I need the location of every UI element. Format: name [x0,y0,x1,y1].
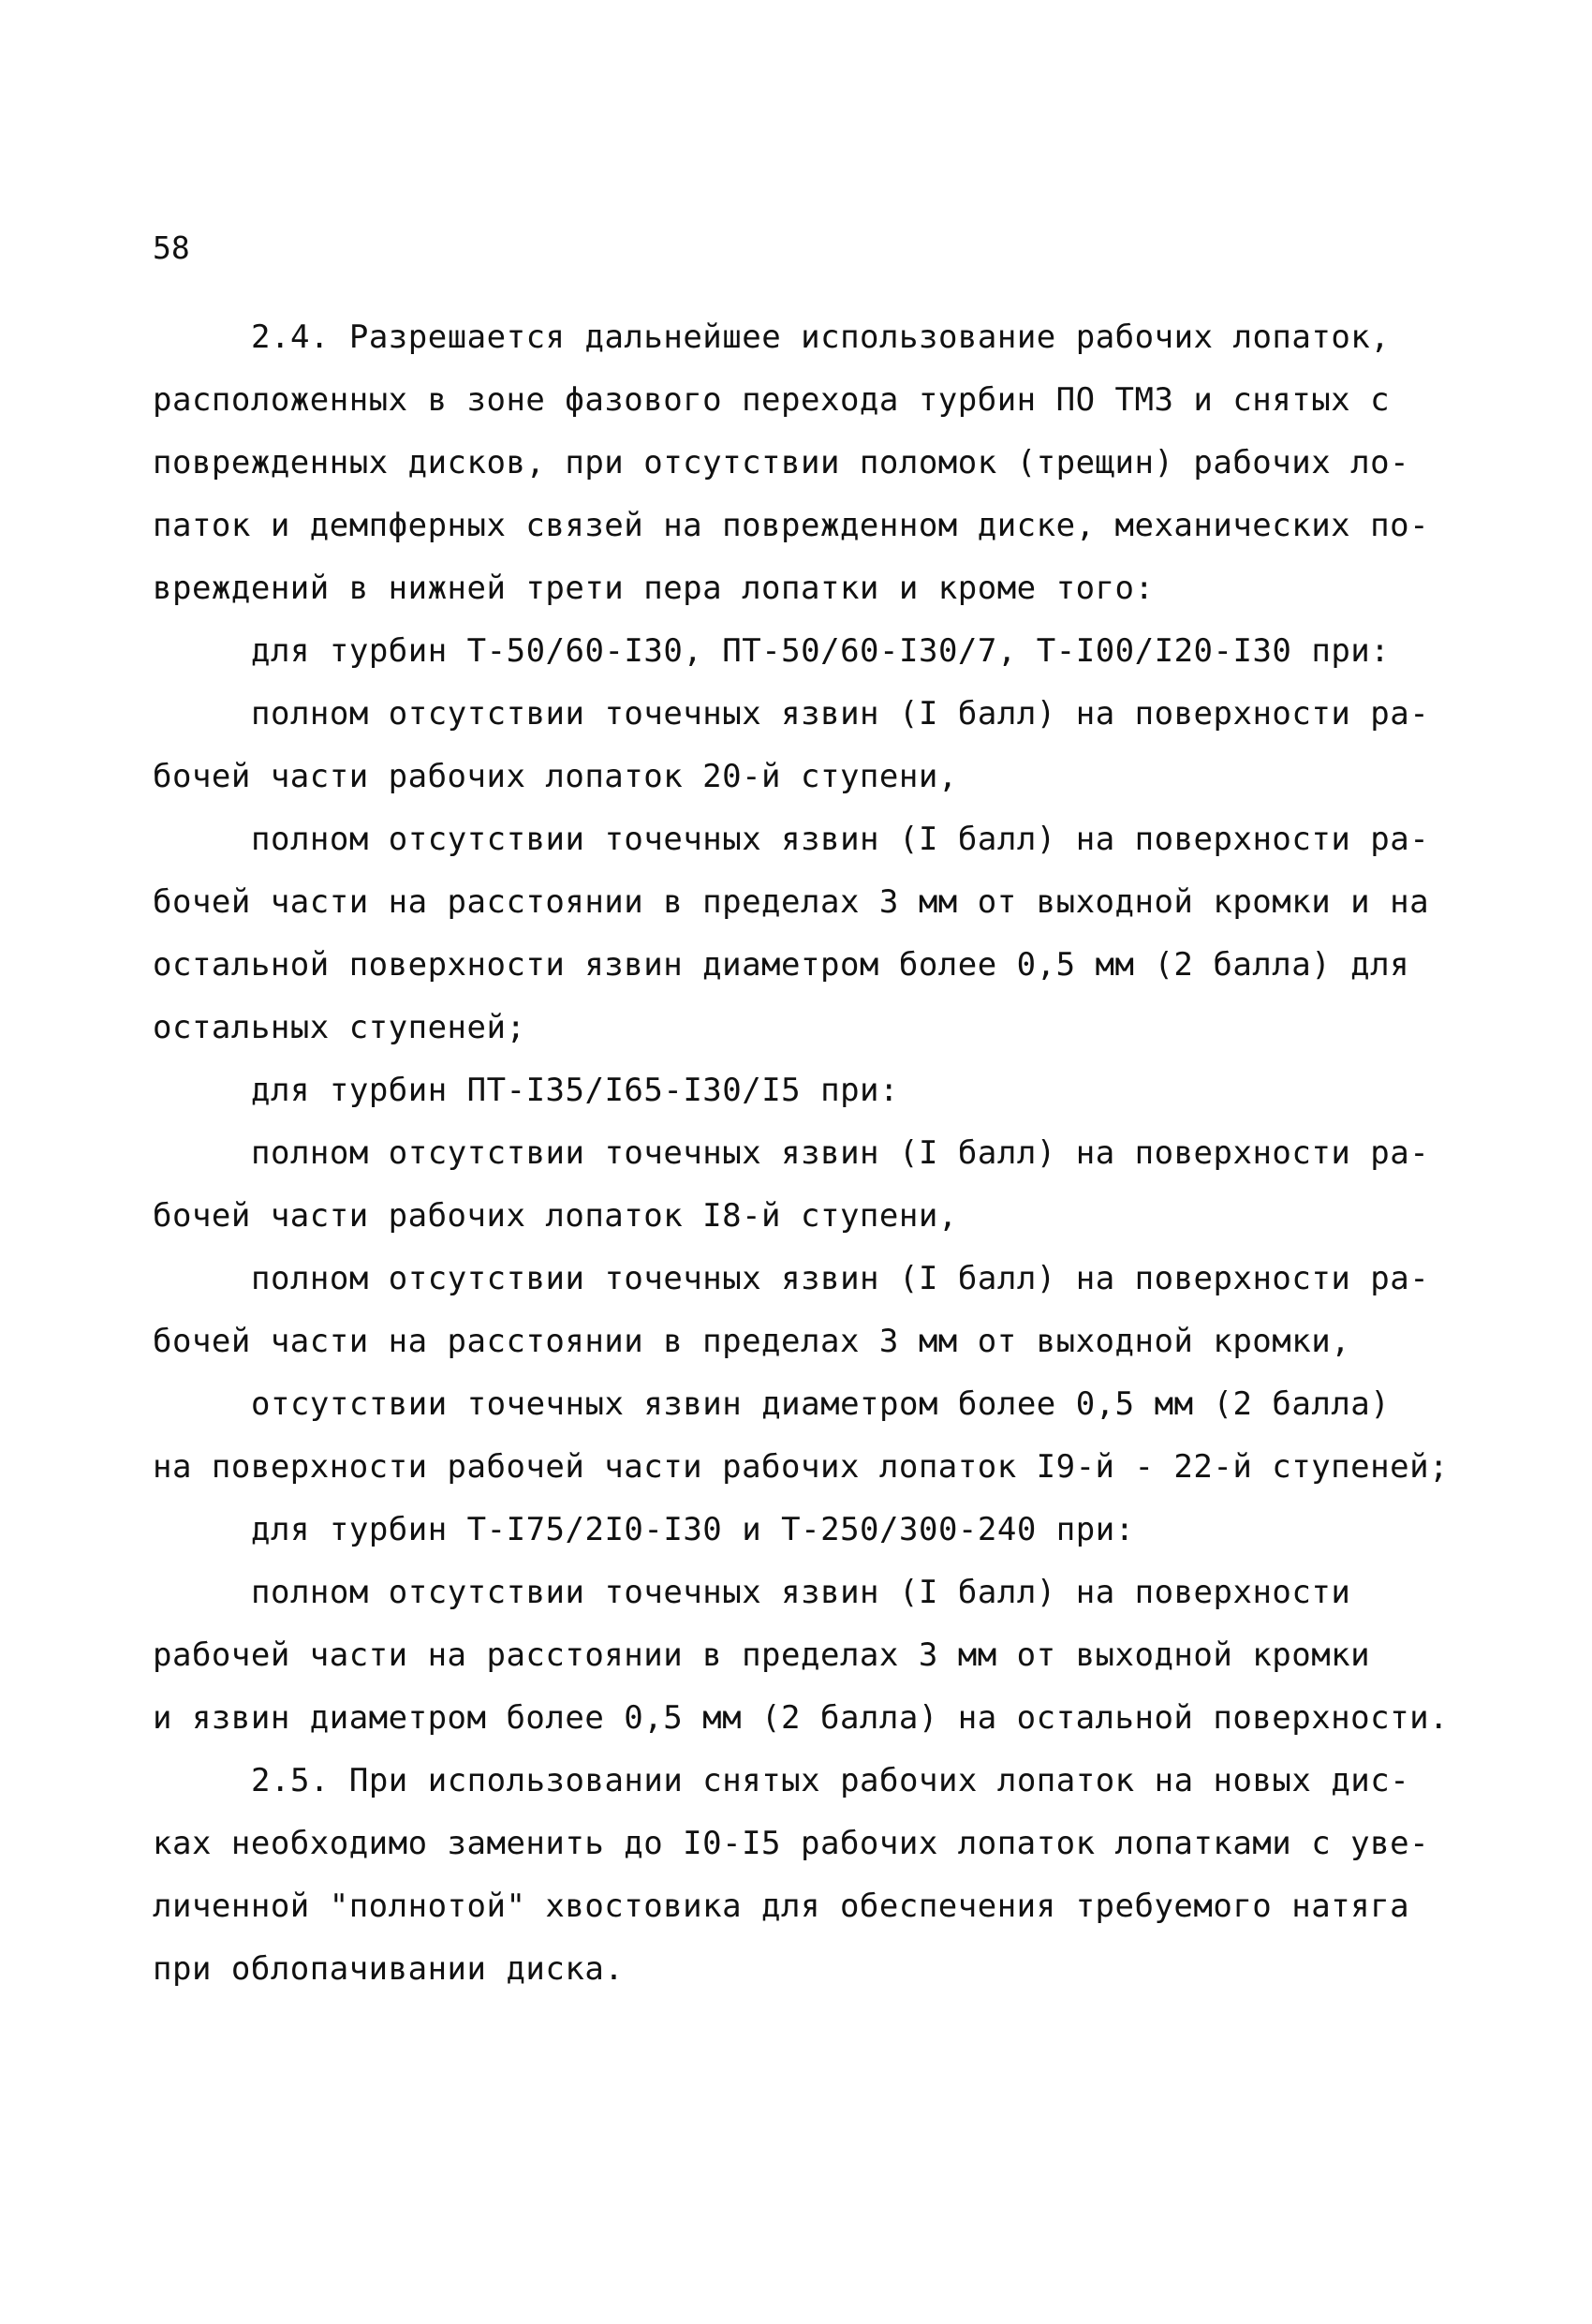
text-line: личенной "полнотой" хвостовика для обеспечения требуемого натяга [153,1887,1410,1925]
text-line: полном отсутствии точечных язвин (I балл) на поверхности ра- [251,1134,1430,1172]
text-line: отсутствии точечных язвин диаметром более 0,5 мм (2 балла) [251,1385,1391,1423]
page-number: 58 [153,229,190,266]
text-line: поврежденных дисков, при отсутствии поломок (трещин) рабочих ло- [153,444,1410,481]
text-line: 2.5. При использовании снятых рабочих лопаток на новых дис- [251,1762,1410,1799]
text-line: рабочей части на расстоянии в пределах 3 мм от выходной кромки [153,1636,1371,1674]
text-line: вреждений в нижней трети пера лопатки и кроме того: [153,570,1155,607]
text-line: остальной поверхности язвин диаметром более 0,5 мм (2 балла) для [153,946,1410,984]
text-line: бочей части на расстоянии в пределах 3 мм от выходной кромки и на [153,883,1430,921]
text-line: для турбин Т-I75/2I0-I30 и Т-250/300-240 при: [251,1511,1135,1548]
text-line: полном отсутствии точечных язвин (I балл) на поверхности ра- [251,1260,1430,1297]
text-line: для турбин ПТ-I35/I65-I30/I5 при: [251,1072,900,1109]
text-line: и язвин диаметром более 0,5 мм (2 балла) на остальной поверхности. [153,1699,1450,1737]
text-line: ках необходимо заменить до I0-I5 рабочих лопаток лопатками с уве- [153,1825,1430,1862]
text-line: полном отсутствии точечных язвин (I балл) на поверхности [251,1574,1351,1611]
text-line: бочей части рабочих лопаток I8-й ступени, [153,1197,958,1235]
text-line: полном отсутствии точечных язвин (I балл) на поверхности ра- [251,821,1430,858]
text-line: при облопачивании диска. [153,1950,625,1988]
text-line: паток и демпферных связей на поврежденном диске, механических по- [153,507,1430,544]
text-line: полном отсутствии точечных язвин (I балл) на поверхности ра- [251,695,1430,733]
text-line: на поверхности рабочей части рабочих лопаток I9-й - 22-й ступеней; [153,1448,1450,1486]
text-line: расположенных в зоне фазового перехода турбин ПО ТМЗ и снятых с [153,381,1391,419]
text-line: бочей части на расстоянии в пределах 3 мм от выходной кромки, [153,1323,1351,1360]
text-line: для турбин Т-50/60-I30, ПТ-50/60-I30/7, Т-I00/I20-I30 при: [251,632,1391,670]
text-line: остальных ступеней; [153,1009,526,1046]
text-line: бочей части рабочих лопаток 20-й ступени, [153,758,958,795]
text-line: 2.4. Разрешается дальнейшее использование рабочих лопаток, [251,318,1391,356]
